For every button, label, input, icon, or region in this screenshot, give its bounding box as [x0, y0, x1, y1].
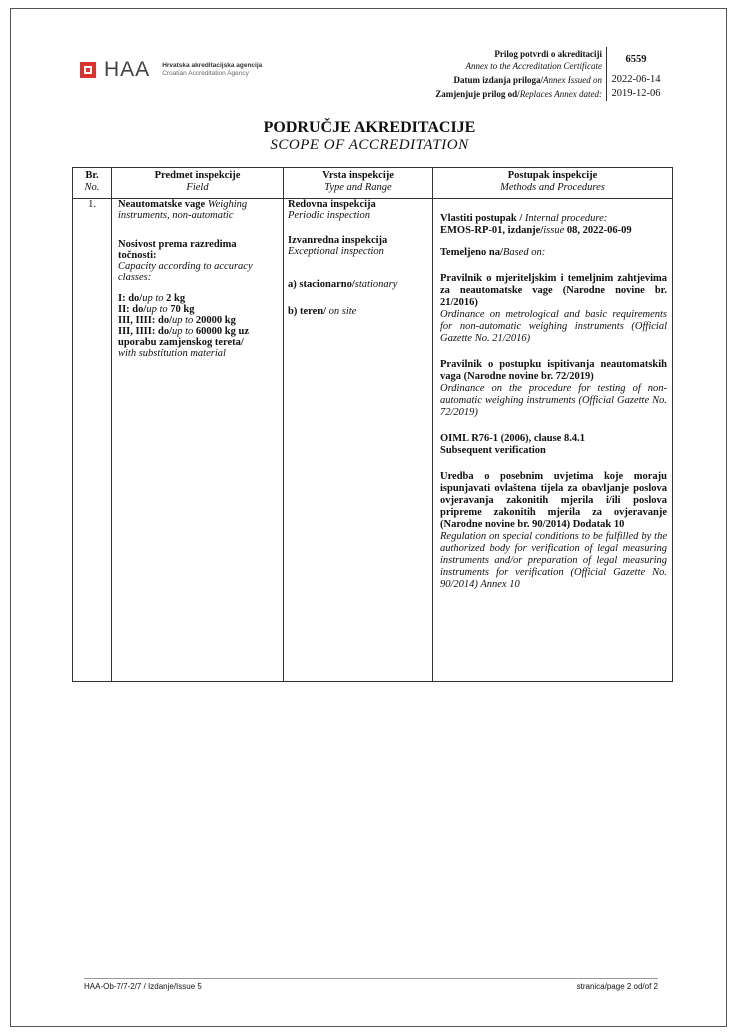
- list-item: I: do/up to 2 kg: [118, 293, 186, 304]
- col-methods: Postupak inspekcije Methods and Procedures: [433, 168, 673, 199]
- list-item: III, IIII: do/up to 20000 kg: [118, 315, 236, 326]
- title-hr: PODRUČJE AKREDITACIJE: [263, 119, 476, 136]
- col-type: Vrsta inspekcije Type and Range: [284, 168, 433, 199]
- table-header-row: [73, 168, 673, 199]
- col-no: Br. No.: [73, 168, 112, 199]
- title-en: SCOPE OF ACCREDITATION: [270, 137, 469, 153]
- logo-name-hr: Hrvatska akreditacijska agencija: [162, 62, 263, 69]
- page-footer: [84, 978, 658, 991]
- replaces-date: 2019-12-06: [611, 88, 661, 99]
- regulation-3: Uredba o posebnim uvjetima koje moraju ispunjavati ovlaštena tijela za obavljanje poslova ovjeravanja zakonitih mjerila i/ili poslova pripreme zakonitih mjerila za ovjeravanje (Narodne novine br. 90/2014) Dodatak 10 Regulation on special conditions to be fulfilled by the authorized body for verification of legal measuring instruments and/or preparation of legal measuring instruments for verification (Official Gazette No. 90/2014) Annex 10: [440, 471, 667, 590]
- table-row: [73, 199, 673, 682]
- type-cell: [284, 199, 433, 682]
- accuracy-classes: [118, 293, 277, 359]
- list-item: III, IIII: do/up to 60000 kg uz uporabu zamjenskog tereta/: [118, 326, 249, 348]
- internal-procedure: Vlastiti postupak / Internal procedure: EMOS-RP-01, izdanje/issue 08, 2022-06-09: [440, 213, 632, 236]
- annex-label: Prilog potvrdi o akreditaciji Annex to the Accreditation Certificate: [431, 47, 606, 73]
- haa-logo: [80, 58, 262, 82]
- regulation-2: Pravilnik o postupku ispitivanja neautomatskih vaga (Narodne novine br. 72/2019) Ordinance on the procedure for testing of non-automatic weighing instruments (Official Gazette No. 72/2019): [440, 359, 667, 418]
- substitution-en: with substitution material: [118, 348, 226, 359]
- stationary: a) stacionarno/stationary: [288, 279, 398, 290]
- annex-header: [431, 47, 665, 101]
- capacity-label: Nosivost prema razredima točnosti: Capacity according to accuracy classes:: [118, 239, 253, 283]
- row-number: 1.: [73, 199, 112, 682]
- logo-agency-name: [162, 62, 262, 78]
- issued-date: 2022-06-14: [611, 74, 661, 85]
- list-item: II: do/up to 70 kg: [118, 304, 195, 315]
- on-site: b) teren/ on site: [288, 306, 357, 317]
- exceptional-inspection: Izvanredna inspekcija Exceptional inspection: [288, 235, 388, 257]
- haa-logo-mark-icon: [80, 62, 96, 78]
- periodic-inspection: Redovna inspekcija Periodic inspection: [288, 199, 376, 221]
- field-cell: [112, 199, 284, 682]
- page-title: [0, 119, 739, 154]
- replaces-label: Zamjenjuje prilog od/Replaces Annex dated:: [431, 87, 606, 101]
- methods-cell: [433, 199, 673, 682]
- certificate-number: 6559: [625, 54, 647, 65]
- logo-abbr: HAA: [104, 58, 151, 81]
- footer-doc-id: HAA-Ob-7/7-2/7 / Izdanje/Issue 5: [84, 982, 202, 991]
- regulation-1: Pravilnik o mjeriteljskim i temeljnim zahtjevima za neautomatske vage (Narodne novine br. 21/2016) Ordinance on metrological and basic requirements for non-automatic weighing instruments (Official Gazette No. 21/2016): [440, 273, 667, 344]
- scope-table: [72, 167, 673, 682]
- based-on: Temeljeno na/Based on:: [440, 247, 546, 258]
- footer-page-number: stranica/page 2 od/of 2: [576, 982, 658, 991]
- col-field: Predmet inspekcije Field: [112, 168, 284, 199]
- field-name: Neautomatske vage Weighing instruments, non-automatic: [118, 199, 248, 221]
- oiml-reference: OIML R76-1 (2006), clause 8.4.1 Subsequent verification: [440, 433, 585, 456]
- issued-label: Datum izdanja priloga/Annex Issued on: [431, 73, 606, 87]
- logo-name-en: Croatian Accreditation Agency: [162, 70, 249, 77]
